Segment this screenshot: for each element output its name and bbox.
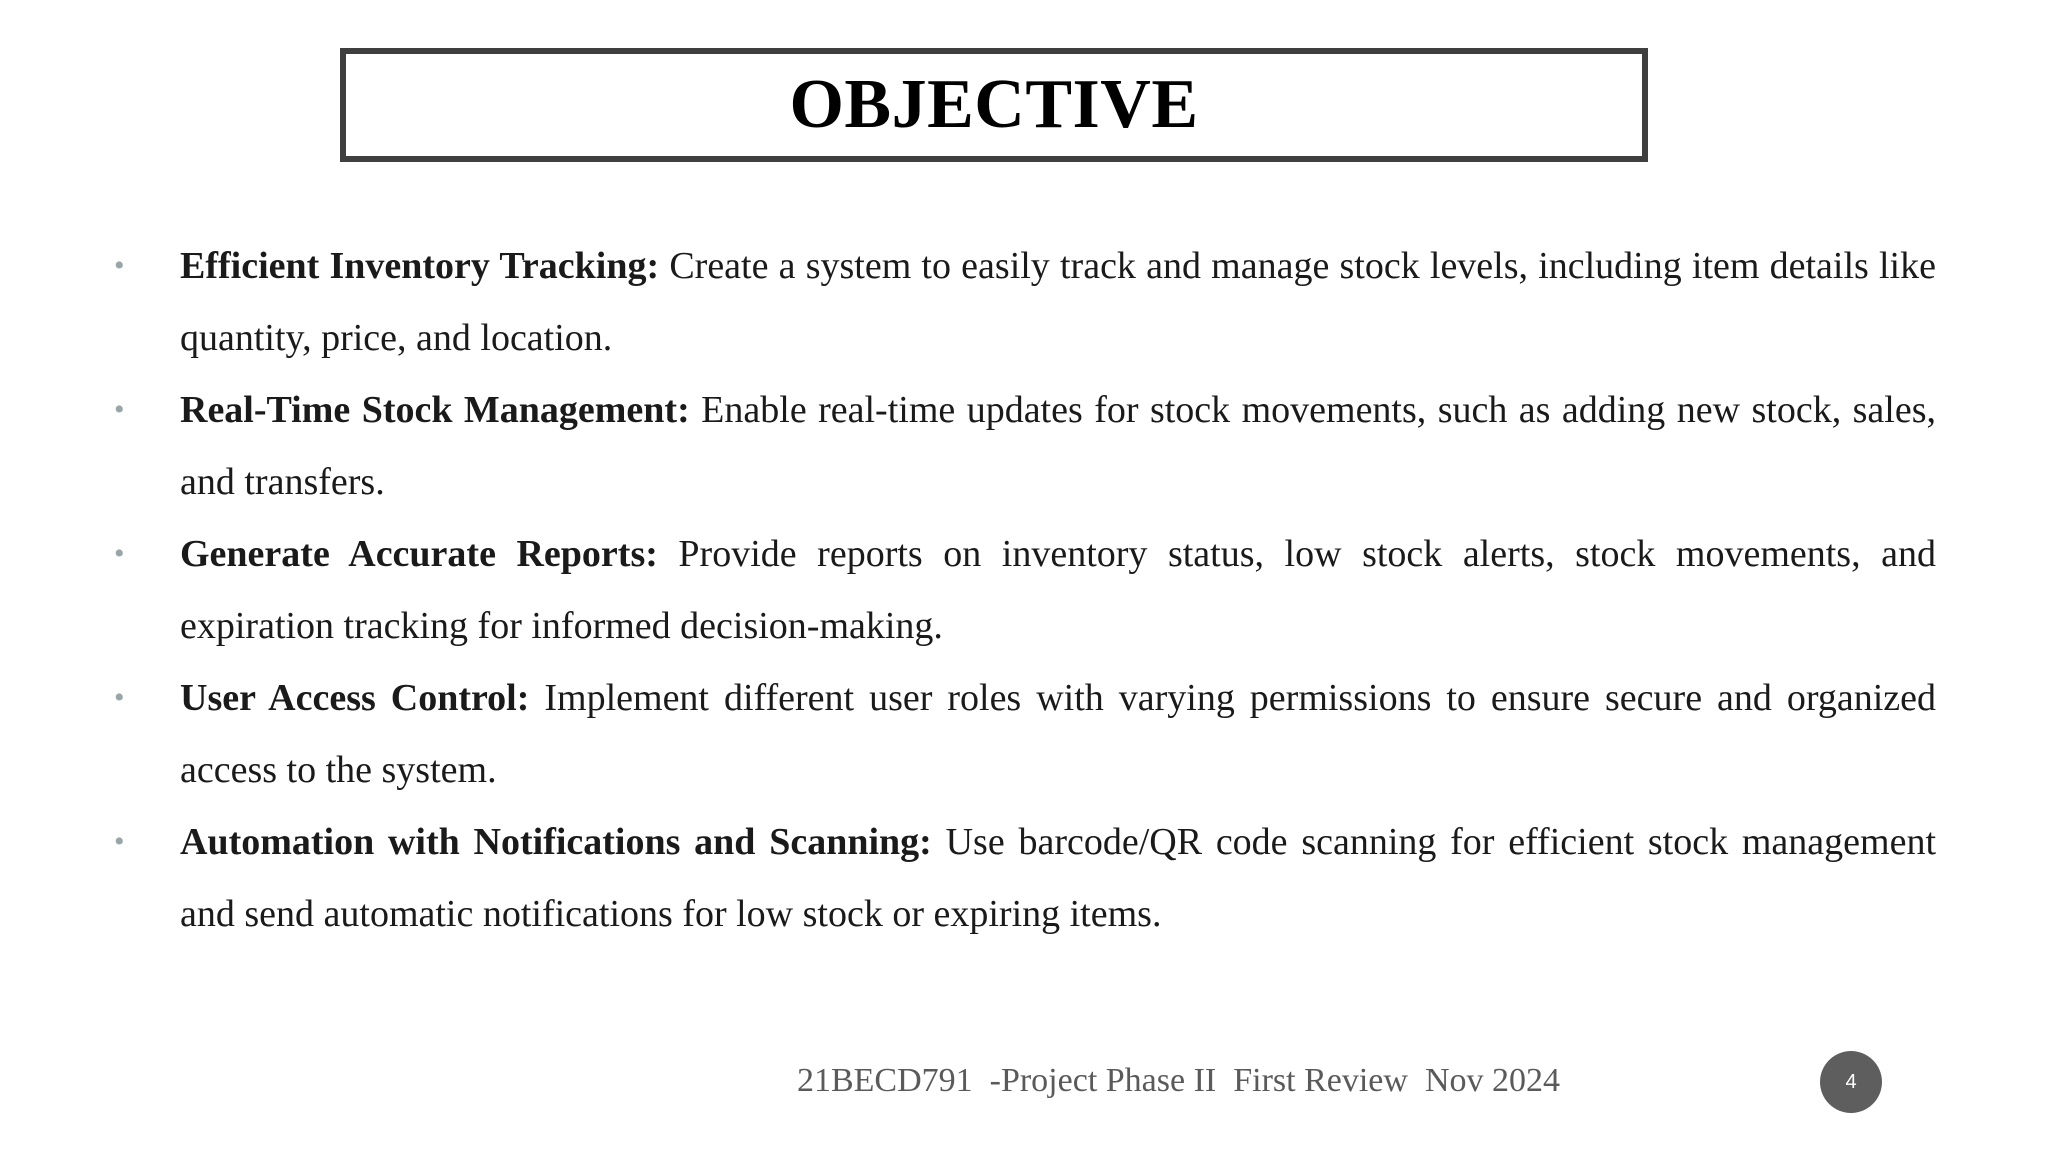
bullet-icon: • [114,681,125,714]
slide-footer: 21BECD791 -Project Phase II First Review Nov 2024 [796,1062,1560,1099]
bullet-text: Implement different user roles with varying permissions to ensure secure and organized access to the system. [180,677,1937,791]
bullet-heading: Real-Time Stock Management: [180,389,690,431]
slide-title: OBJECTIVE [789,66,1199,143]
list-item [110,374,1936,518]
bullet-heading: Automation with Notifications and Scanning: [180,821,932,863]
list-item [110,806,1936,950]
page-number: 4 [1845,1070,1857,1093]
page-number-badge [1820,1051,1882,1113]
list-item [110,518,1936,662]
bullet-heading: User Access Control: [180,677,530,719]
list-item [110,662,1936,806]
bullet-icon: • [114,393,125,426]
title-box [340,48,1648,162]
list-item [110,230,1936,374]
objective-list [110,230,1936,950]
bullet-text: Enable real-time updates for stock movements, such as adding new stock, sales, and transfers. [180,389,1936,503]
bullet-text: Create a system to easily track and manage stock levels, including item details like quantity, price, and location. [180,245,1936,359]
bullet-icon: • [114,249,125,282]
bullet-heading: Generate Accurate Reports: [180,533,658,575]
bullet-icon: • [114,825,125,858]
bullet-text: Provide reports on inventory status, low stock alerts, stock movements, and expiration tracking for informed decision-making. [180,533,1936,647]
bullet-heading: Efficient Inventory Tracking: [180,245,660,287]
bullet-text: Use barcode/QR code scanning for efficient stock management and send automatic notifications for low stock or expiring items. [180,821,1937,935]
bullet-icon: • [114,537,125,570]
